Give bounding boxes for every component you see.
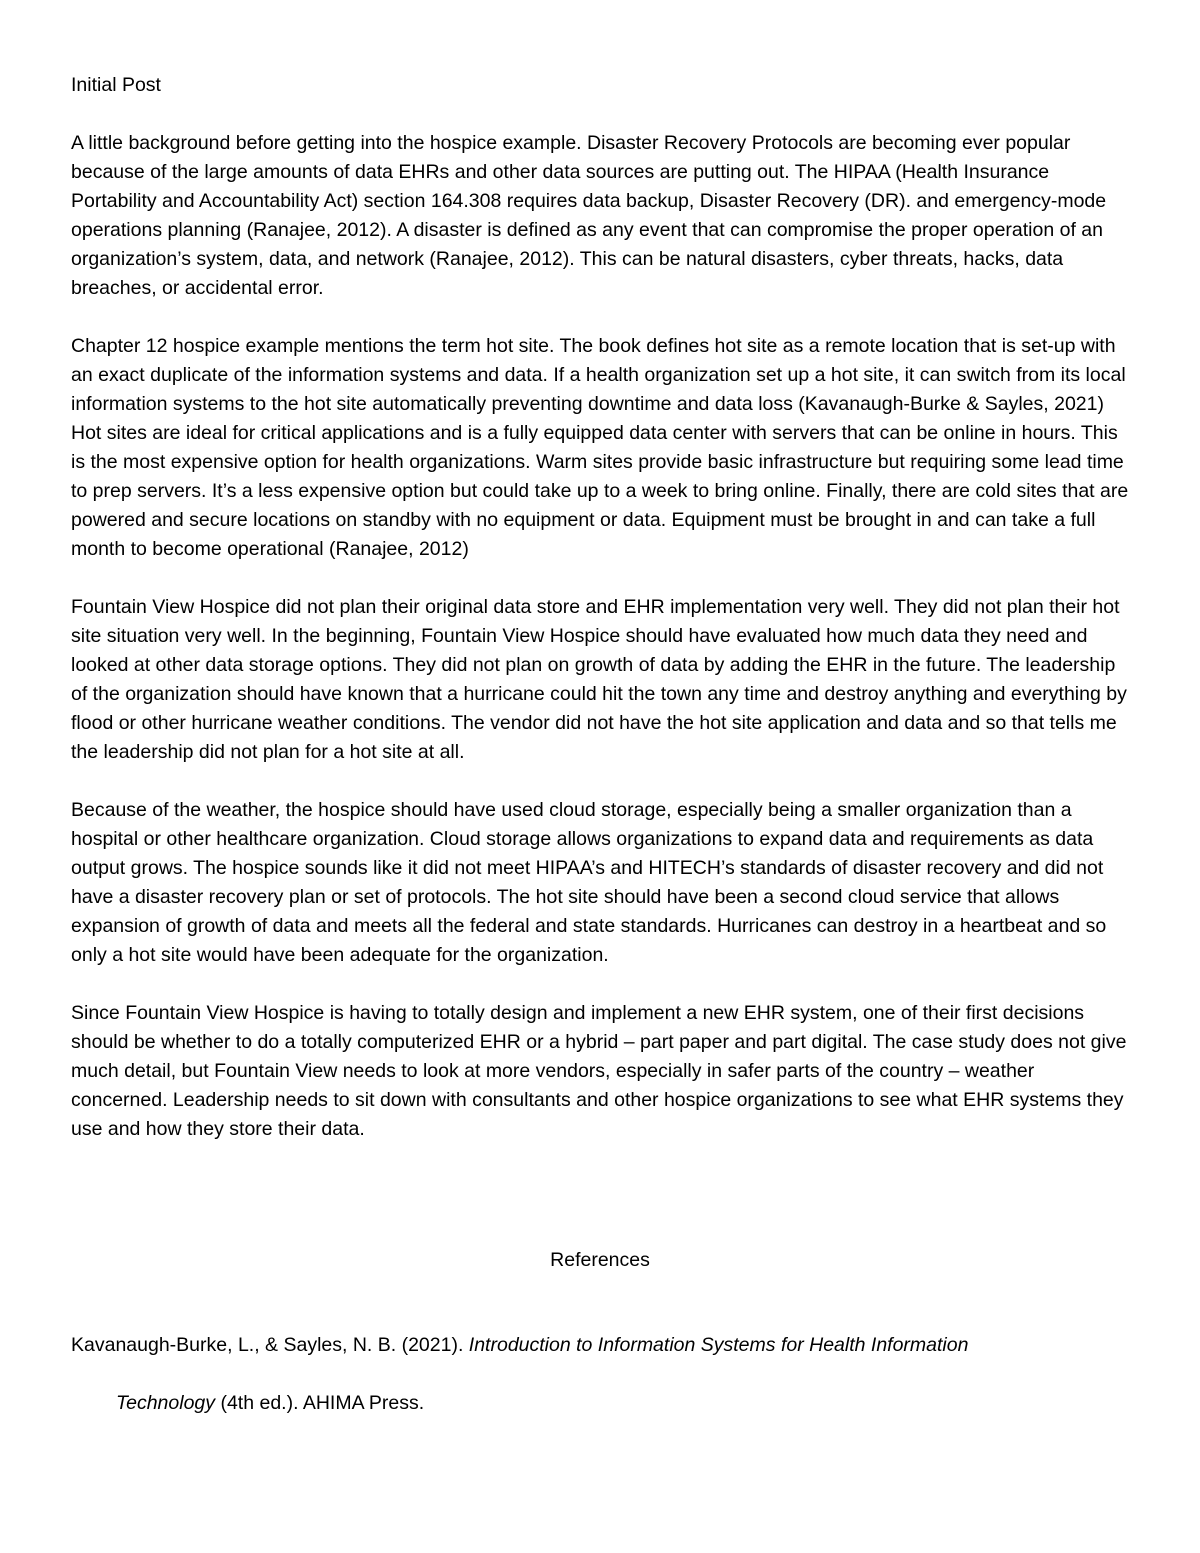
reference-entry-line-1 — [71, 1331, 968, 1360]
document-body — [71, 71, 1129, 1173]
paragraph-new-ehr: Since Fountain View Hospice is having to totally design and implement a new EHR system, one of their first decisions should be whether to do a totally computerized EHR or a hybrid – part paper and part digital. The case study does not give much detail, but Fountain View needs to look at more vendors, especially in safer parts of the country – weather concerned. Leadership needs to sit down with consultants and other hospice organizations to see what EHR systems they use and how they store their data. — [71, 1002, 1127, 1140]
paragraph-fountain-view: Fountain View Hospice did not plan their original data store and EHR implementation very well. They did not plan their hot site situation very well. In the beginning, Fountain View Hospice should have evaluated how much data they need and looked at other data storage options. They did not plan on growth of data by adding the EHR in the future. The leadership of the organization should have known that a hurricane could hit the town any time and destroy anything and everything by flood or other hurricane weather conditions. The vendor did not have the hot site application and data and so that tells me the leadership did not plan for a hot site at all. — [71, 596, 1127, 763]
references-heading: References — [550, 1249, 650, 1271]
paragraph-background: A little background before getting into the hospice example. Disaster Recovery Protocols are becoming ever popular because of the large amounts of data EHRs and other data sources are putting out. The HIPAA (Health Insurance Portability and Accountability Act) section 164.308 requires data backup, Disaster Recovery (DR). and emergency-mode operations planning (Ranajee, 2012). A disaster is defined as any event that can compromise the proper operation of an organization’s system, data, and network (Ranajee, 2012). This can be natural disasters, cyber threats, hacks, data breaches, or accidental error. — [71, 132, 1107, 299]
paragraph-cloud-storage: Because of the weather, the hospice should have used cloud storage, especially being a smaller organization than a hospital or other healthcare organization. Cloud storage allows organizations to expand data and requirements as data output grows. The hospice sounds like it did not meet HIPAA’s and HITECH’s standards of disaster recovery and did not have a disaster recovery plan or set of protocols. The hot site should have been a second cloud service that allows expansion of growth of data and meets all the federal and state standards. Hurricanes can destroy in a heartbeat and so only a hot site would have been adequate for the organization. — [71, 799, 1107, 966]
reference-entry-line-2 — [116, 1389, 424, 1418]
reference-authors: Kavanaugh-Burke, L., & Sayles, N. B. (2021). — [71, 1334, 469, 1356]
reference-title-part-2: Technology — [116, 1392, 216, 1414]
reference-edition-publisher: (4th ed.). AHIMA Press. — [215, 1392, 425, 1414]
paragraph-hot-site: Chapter 12 hospice example mentions the term hot site. The book defines hot site as a remote location that is set-up with an exact duplicate of the information systems and data. If a health organization set up a hot site, it can switch from its local information systems to the hot site automatically preventing downtime and data loss (Kavanaugh-Burke & Sayles, 2021) Hot sites are ideal for critical applications and is a fully equipped data center with servers that can be online in hours. This is the most expensive option for health organizations. Warm sites provide basic infrastructure but requiring some lead time to prep servers. It’s a less expensive option but could take up to a week to bring online. Finally, there are cold sites that are powered and secure locations on standby with no equipment or data. Equipment must be brought in and can take a full month to become operational (Ranajee, 2012) — [71, 335, 1129, 560]
post-heading: Initial Post — [71, 74, 161, 96]
reference-title-part-1: Introduction to Information Systems for Health Information — [468, 1334, 969, 1356]
